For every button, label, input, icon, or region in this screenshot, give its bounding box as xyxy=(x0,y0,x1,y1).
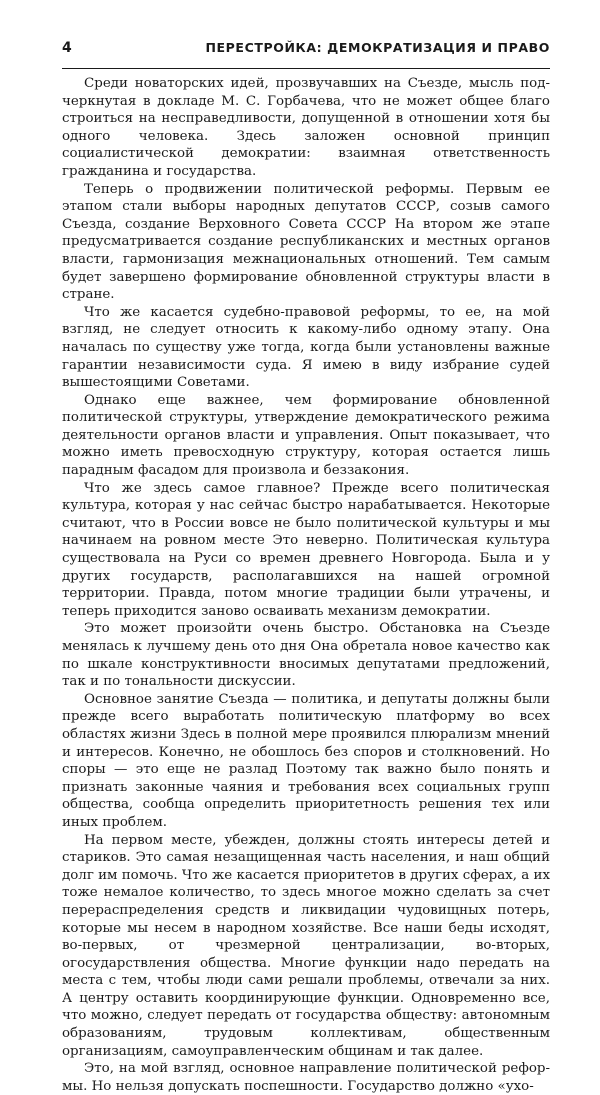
running-title: ПЕРЕСТРОЙКА: ДЕМОКРАТИЗАЦИЯ И ПРАВО xyxy=(205,40,550,55)
paragraph: Однако еще важнее, чем формирование обновленной политической структуры, утверждение демократического режима деятельности органов власти и управления. Опыт показывает, что можно иметь превосходную структуру, которая остается лишь парадным фасадом для произвола и беззакония. xyxy=(62,392,550,479)
book-page xyxy=(62,40,550,1095)
running-header xyxy=(62,40,550,69)
paragraph: Это, на мой взгляд, основное направление политической реформы. Но нельзя допускать поспешности. Государство должно «ухо- xyxy=(62,1061,550,1094)
paragraph: Основное занятие Съезда — политика, и депутаты должны были прежде всего выработать политическую платформу во всех областях жизни Здесь в полной мере проявился плюрализм мнений и интересов. Конечно, не обошлось без споров и столкновений. Но споры — это еще не разлад Поэтому так важно было понять и признать законные чаяния и требования всех социальных групп общества, сообща определить приоритетность решения тех или иных проблем. xyxy=(62,691,550,830)
paragraph: Что же касается судебно-правовой реформы, то ее, на мой взгляд, не следует относить к какому-либо одному этапу. Она началась по существу уже тогда, когда были установлены важные гарантии независимости суда. Я имею в виду избрание судей вышестоящими Советами. xyxy=(62,304,550,391)
body-text xyxy=(62,75,550,1095)
paragraph: Теперь о продвижении политической реформы. Первым ее этапом стали выборы народных депутатов СССР, созыв самого Съезда, создание Верховного Совета СССР На втором же этапе предусматривается создание республиканских и местных органов власти, гармонизация межнациональных отношений. Тем самым будет завершено формирование обновленной структуры власти в стране. xyxy=(62,181,550,303)
page-number: 4 xyxy=(62,40,72,56)
paragraph: Что же здесь самое главное? Прежде всего политическая культура, которая у нас сейчас быстро нарабатывается. Некоторые считают, что в России вовсе не было политической культуры и мы начинаем на ровном месте Это неверно. Политическая культура существовала на Руси со времен древнего Новгорода. Была и у других государств, располагавшихся на нашей огромной территории. Правда, потом многие традиции были утрачены, и теперь приходится заново осваивать механизм демократии. xyxy=(62,480,550,619)
paragraph: Это может произойти очень быстро. Обстановка на Съезде менялась к лучшему день ото дня Она обретала новое качество как по шкале конструктивности вносимых депутатами предложений, так и по тональности дискуссии. xyxy=(62,621,550,690)
paragraph: Среди новаторских идей, прозвучавших на Съезде, мысль подчеркнутая в докладе М. С. Горбачева, что не может общее благо строиться на несправедливости, допущенной в отношении хотя бы одного человека. Здесь заложен основной принцип социалистической демократии: взаимная ответственность гражданина и государства. xyxy=(62,76,550,179)
paragraph: На первом месте, убежден, должны стоять интересы детей и стариков. Это самая незащищенная часть населения, и наш общий долг им помочь. Что же касается приоритетов в других сферах, а их тоже немалое количество, то здесь многое можно сделать за счет перераспределения средств и ликвидации чудовищных потерь, которые мы несем в народном хозяйстве. Все наши беды исходят, во-первых, от чрезмерной централизации, во-вторых, огосударствления общества. Многие функции надо передать на места с тем, чтобы люди сами решали проблемы, отвечали за них. А центру оставить координирующие функции. Одновременно все, что можно, следует передать от государства обществу: автономным образованиям, трудовым коллективам, общественным организациям, самоуправленческим общинам и так далее. xyxy=(62,832,550,1059)
